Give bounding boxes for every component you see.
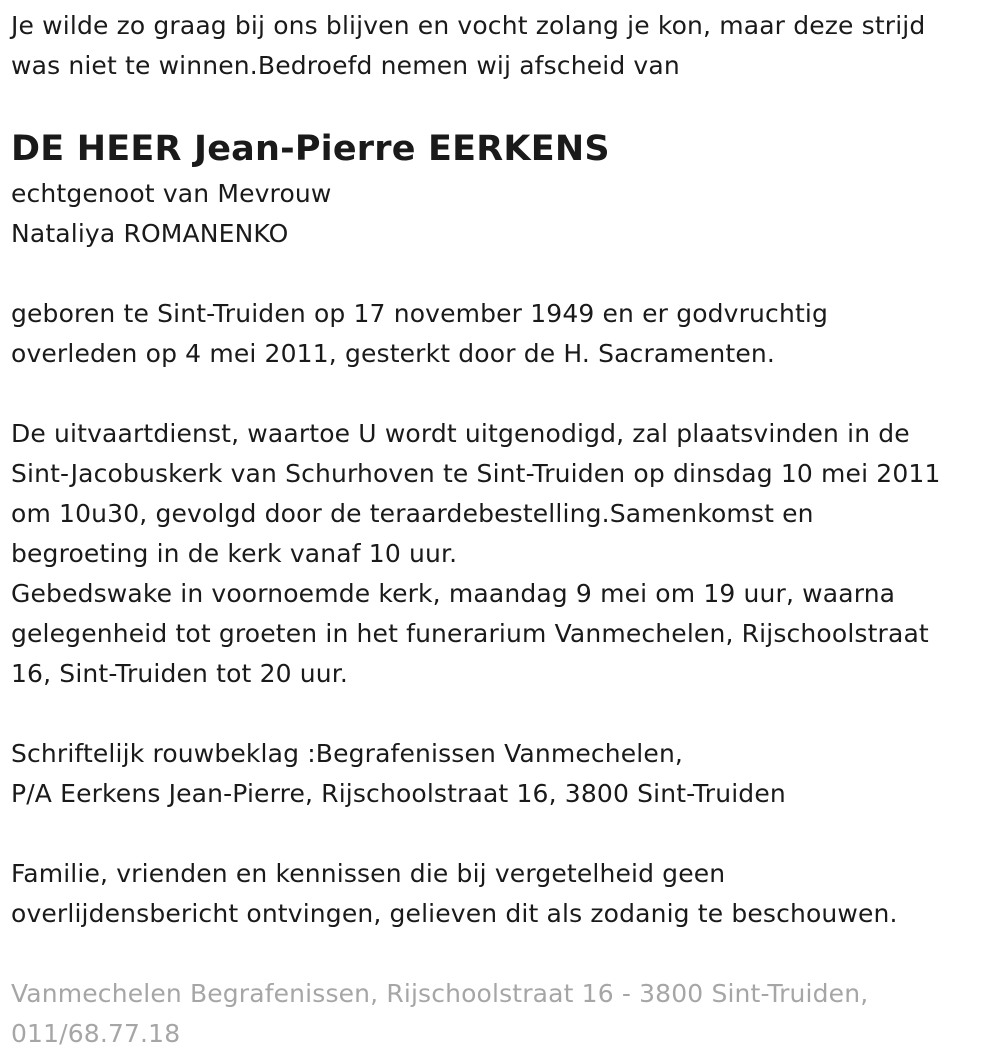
birth-death-line: overleden op 4 mei 2011, gesterkt door de H. Sacramenten. — [11, 339, 775, 368]
birth-death-line: geboren te Sint-Truiden op 17 november 1949 en er godvruchtig — [11, 299, 829, 328]
spacer — [11, 254, 1000, 294]
family-note-line: overlijdensbericht ontvingen, gelieven dit als zodanig te beschouwen. — [11, 899, 898, 928]
funeral-paragraph — [11, 414, 1000, 694]
family-note-line: Familie, vrienden en kennissen die bij vergetelheid geen — [11, 859, 726, 888]
family-note-paragraph — [11, 854, 1000, 934]
funeral-line: Sint-Jacobuskerk van Schurhoven te Sint-Truiden op dinsdag 10 mei 2011 — [11, 459, 941, 488]
deceased-name: DE HEER Jean-Pierre EERKENS — [11, 129, 610, 169]
spacer — [11, 814, 1000, 854]
condolences-line: P/A Eerkens Jean-Pierre, Rijschoolstraat 16, 3800 Sint-Truiden — [11, 779, 786, 808]
spouse-line: echtgenoot van Mevrouw — [11, 179, 332, 208]
condolences-line: Schriftelijk rouwbeklag :Begrafenissen Vanmechelen, — [11, 739, 684, 768]
intro-line: Je wilde zo graag bij ons blijven en vocht zolang je kon, maar deze strijd — [11, 11, 926, 40]
funeral-line: begroeting in de kerk vanaf 10 uur. — [11, 539, 458, 568]
funeral-line: De uitvaartdienst, waartoe U wordt uitgenodigd, zal plaatsvinden in de — [11, 419, 910, 448]
spacer — [11, 934, 1000, 974]
spacer — [11, 374, 1000, 414]
spacer — [11, 694, 1000, 734]
funeral-line: 16, Sint-Truiden tot 20 uur. — [11, 659, 349, 688]
funeral-line: Gebedswake in voornoemde kerk, maandag 9 mei om 19 uur, waarna — [11, 579, 896, 608]
birth-death-paragraph — [11, 294, 1000, 374]
intro-paragraph — [11, 6, 1000, 86]
funeral-home-footer — [11, 974, 1000, 1054]
funeral-line: gelegenheid tot groeten in het funerarium Vanmechelen, Rijschoolstraat — [11, 619, 929, 648]
funeral-line: om 10u30, gevolgd door de teraardebestelling.Samenkomst en — [11, 499, 814, 528]
spouse-line: Nataliya ROMANENKO — [11, 219, 289, 248]
footer-phone: 011/68.77.18 — [11, 1019, 181, 1048]
spouse-paragraph — [11, 174, 1000, 254]
condolences-paragraph — [11, 734, 1000, 814]
footer-address: Vanmechelen Begrafenissen, Rijschoolstraat 16 - 3800 Sint-Truiden, — [11, 979, 869, 1008]
intro-line: was niet te winnen.Bedroefd nemen wij afscheid van — [11, 51, 680, 80]
